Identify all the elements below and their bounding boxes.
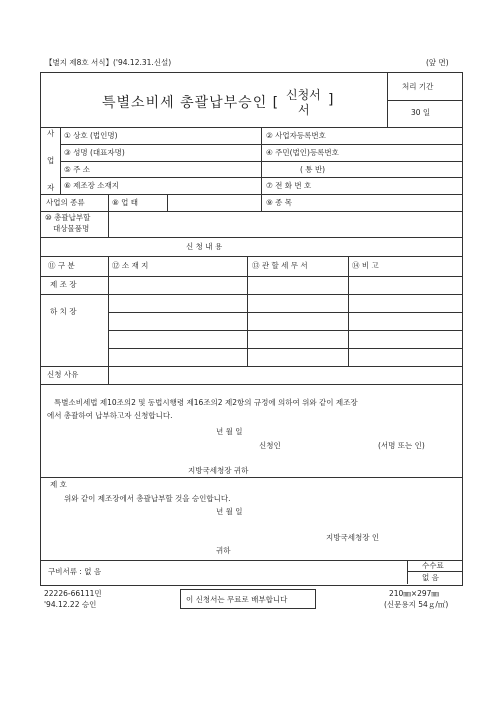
application-reason-label: 신청 사유 [47, 370, 79, 379]
approval-date-footer: '94.12.22 승인 [44, 600, 97, 609]
items-label-line1: ⑩ 총괄납부할 [45, 213, 91, 222]
fee-label: 수수료 [422, 561, 444, 570]
row-loading-site-label: 하 치 장 [50, 307, 77, 316]
col-location-header: ⑫ 소 재 지 [112, 261, 149, 270]
statement-line-1: 특별소비세법 제10조의2 및 동법시행령 제16조의2 제2항의 규정에 의하여 위와 같이 제조장 [54, 398, 358, 407]
col-remarks-header: ⑭ 비 고 [352, 261, 379, 270]
approval-issuer: 지방국세청장 인 [326, 533, 380, 542]
business-category-label: ⑧ 업 태 [112, 198, 138, 207]
address-tong-ban: ( 통 반) [300, 165, 326, 174]
business-reg-number-label: ② 사업자등록번호 [266, 131, 326, 140]
required-documents: 구비서류 : 없 음 [48, 567, 102, 576]
statement-line-2: 에서 총괄하여 납부하고자 신청합니다. [47, 411, 173, 420]
statement-date: 년 월 일 [216, 427, 243, 436]
representative-name-label: ③ 성명 (대표자명) [64, 148, 125, 157]
page-side: (앞 면) [426, 58, 449, 67]
business-side-char-1: 사 [47, 129, 55, 138]
items-label-line2: 대상물품명 [53, 224, 90, 233]
title-variant-top: 신청서 [286, 88, 321, 102]
approval-recipient: 귀하 [216, 546, 231, 555]
col-tax-office-header: ⑬ 관 할 세 무 서 [252, 261, 308, 270]
row-manufacturer-label: 제 조 장 [50, 280, 77, 289]
approval-text: 위와 같이 제조장에서 총괄납부할 것을 승인합니다. [64, 494, 231, 503]
statement-recipient: 지방국세청장 귀하 [188, 466, 249, 475]
form-code: 22226-66111민 [44, 589, 102, 598]
paper-type: (신문용지 54ｇ/㎡) [384, 600, 449, 609]
processing-period-label: 처리 기간 [402, 82, 434, 91]
approval-date: 년 월 일 [216, 507, 243, 516]
business-side-char-2: 업 [47, 156, 55, 165]
business-type-label: 사업의 종류 [46, 198, 85, 207]
title-variant-bottom: 서 [298, 103, 310, 117]
col-category-header: ⑪ 구 분 [48, 261, 75, 270]
processing-period-value: 30 일 [411, 108, 431, 117]
resident-reg-number-label: ④ 주민(법인)등록번호 [266, 148, 339, 157]
factory-location-label: ⑥ 제조장 소재지 [64, 181, 119, 190]
form-title: 특별소비세 총괄납부승인 [ [102, 95, 280, 111]
title-bracket-close: ] [328, 92, 335, 108]
approval-number: 제 호 [50, 480, 67, 489]
phone-number-label: ⑦ 전 화 번 호 [266, 181, 312, 190]
business-side-char-3: 자 [47, 183, 55, 192]
paper-size: 210㎜×297㎜ [389, 589, 439, 598]
application-contents-heading: 신 청 내 용 [186, 242, 223, 251]
company-name-label: ① 상호 (법인명) [64, 131, 118, 140]
fee-value: 없 음 [422, 573, 439, 582]
signature-label: (서명 또는 인) [378, 441, 425, 450]
form-number: 【별지 제8호 서식】('94.12.31.신설) [45, 58, 172, 67]
business-item-label: ⑨ 종 목 [266, 198, 292, 207]
applicant-label: 신청인 [259, 441, 281, 450]
free-distribution-notice: 이 신청서는 무료로 배부합니다 [186, 595, 288, 604]
address-label: ⑤ 주 소 [64, 165, 90, 174]
